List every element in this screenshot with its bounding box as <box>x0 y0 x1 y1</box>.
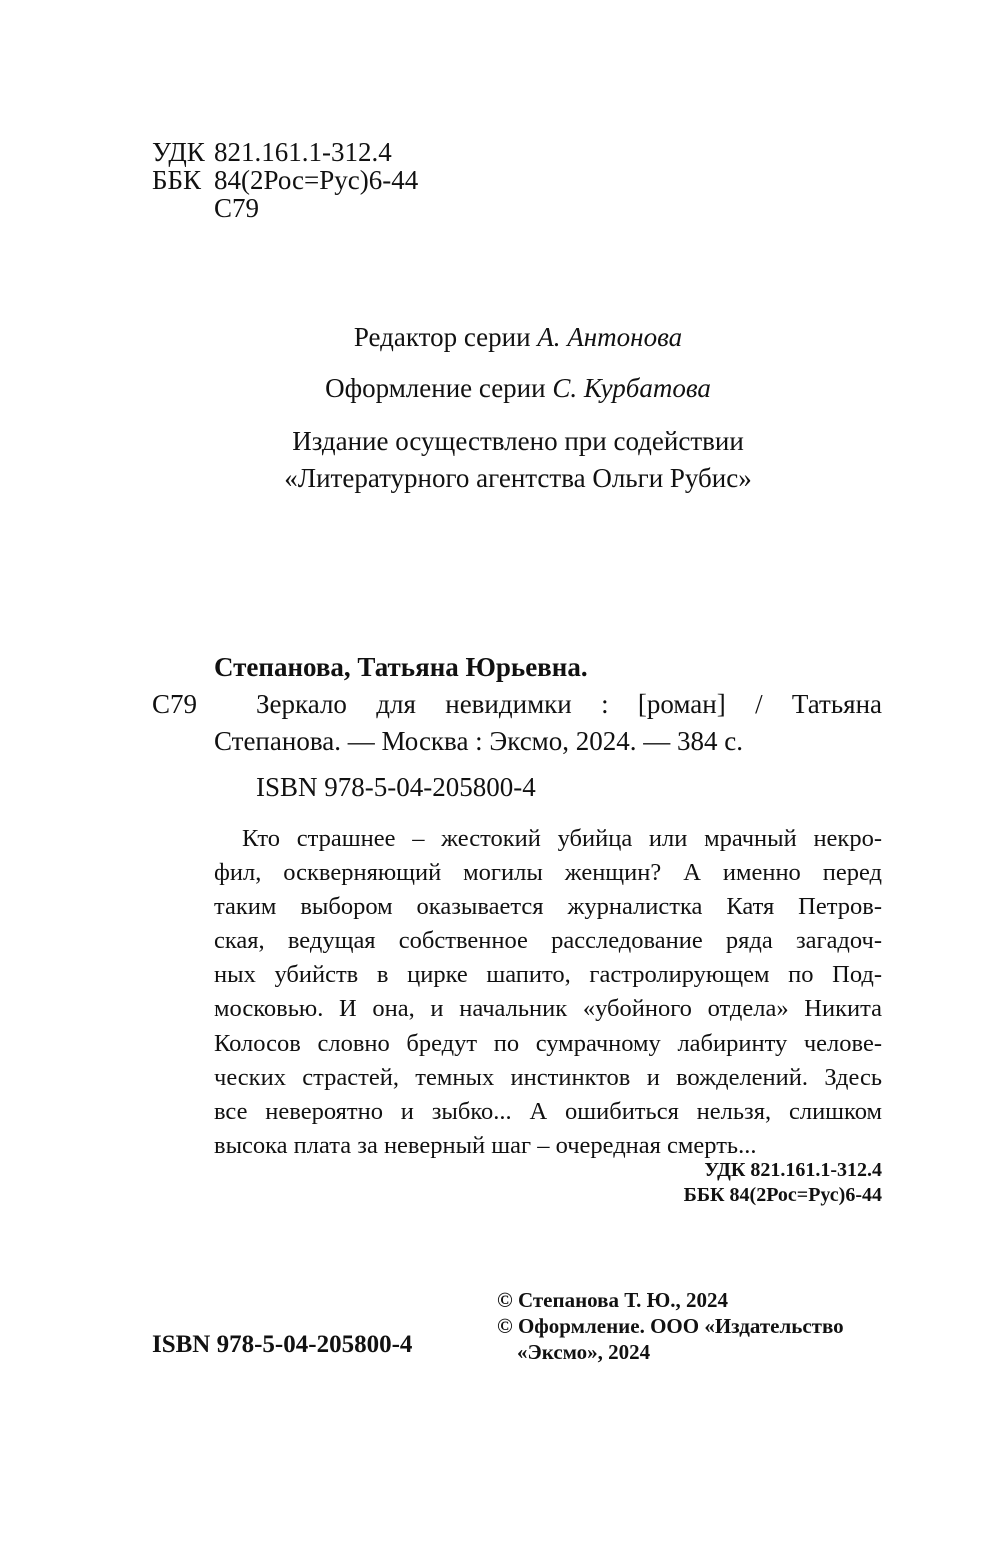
support-line-2: «Литературного агентства Ольги Рубис» <box>284 463 752 493</box>
title-line-2: Степанова. — Москва : Эксмо, 2024. — 384 с. <box>214 726 744 756</box>
isbn-record: ISBN 978-5-04-205800-4 <box>256 772 536 802</box>
copyright-design-line2: «Эксмо», 2024 <box>517 1340 651 1364</box>
title-line-1: Зеркало для невидимки : [роман] / Татьяна <box>256 689 882 719</box>
annotation-line: ных убийств в цирке шапито, гастролирующем по Под- <box>214 961 882 989</box>
series-design-name: С. Курбатова <box>552 373 711 403</box>
bbk-code: ББК 84(2Рос=Рус)6-44 <box>683 1184 882 1206</box>
series-design-line <box>100 373 936 404</box>
bbk-value: 84(2Рос=Рус)6-44 <box>214 165 419 195</box>
bbk-label: ББК <box>152 165 202 195</box>
classification-codes <box>684 1158 882 1208</box>
udk-code: УДК 821.161.1-312.4 <box>704 1159 882 1181</box>
annotation-line: Колосов словно бредут по сумрачному лабиринту челове- <box>214 1029 882 1057</box>
copyright-design-line1: © Оформление. ООО «Издательство <box>497 1314 844 1338</box>
annotation-line: все невероятно и зыбко... А ошибиться нельзя, слишком <box>214 1097 882 1125</box>
annotation-line: фил, оскверняющий могилы женщин? А именно перед <box>214 859 882 887</box>
isbn-footer: ISBN 978-5-04-205800-4 <box>152 1331 413 1358</box>
annotation-line: московью. И она, и начальник «убойного отдела» Никита <box>214 995 882 1023</box>
annotation-line: Кто страшнее – жестокий убийца или мрачный некро- <box>242 825 882 852</box>
series-editor-line <box>100 322 936 353</box>
udk-label: УДК <box>152 137 205 167</box>
author-heading: Степанова, Татьяна Юрьевна. <box>214 652 588 682</box>
annotation-line: ская, ведущая собственное расследование ряда загадоч- <box>214 927 882 955</box>
author-mark: С79 <box>152 689 198 719</box>
copyright-block <box>497 1287 844 1365</box>
annotation-line: ческих страстей, темных инстинктов и вожделений. Здесь <box>214 1063 882 1091</box>
copyright-author: © Степанова Т. Ю., 2024 <box>497 1288 729 1312</box>
annotation-line: высока плата за неверный шаг – очередная смерть... <box>214 1131 757 1159</box>
classification-block <box>152 138 452 228</box>
series-design-prefix: Оформление серии <box>325 373 546 403</box>
series-editor-name: А. Антонова <box>537 322 683 352</box>
author-mark-top: С79 <box>214 193 260 223</box>
udk-value: 821.161.1-312.4 <box>214 137 392 167</box>
annotation-line: таким выбором оказывается журналистка Катя Петров- <box>214 893 882 921</box>
series-editor-prefix: Редактор серии <box>353 322 531 352</box>
annotation <box>214 822 882 1163</box>
support-line-1: Издание осуществлено при содействии <box>292 426 744 456</box>
